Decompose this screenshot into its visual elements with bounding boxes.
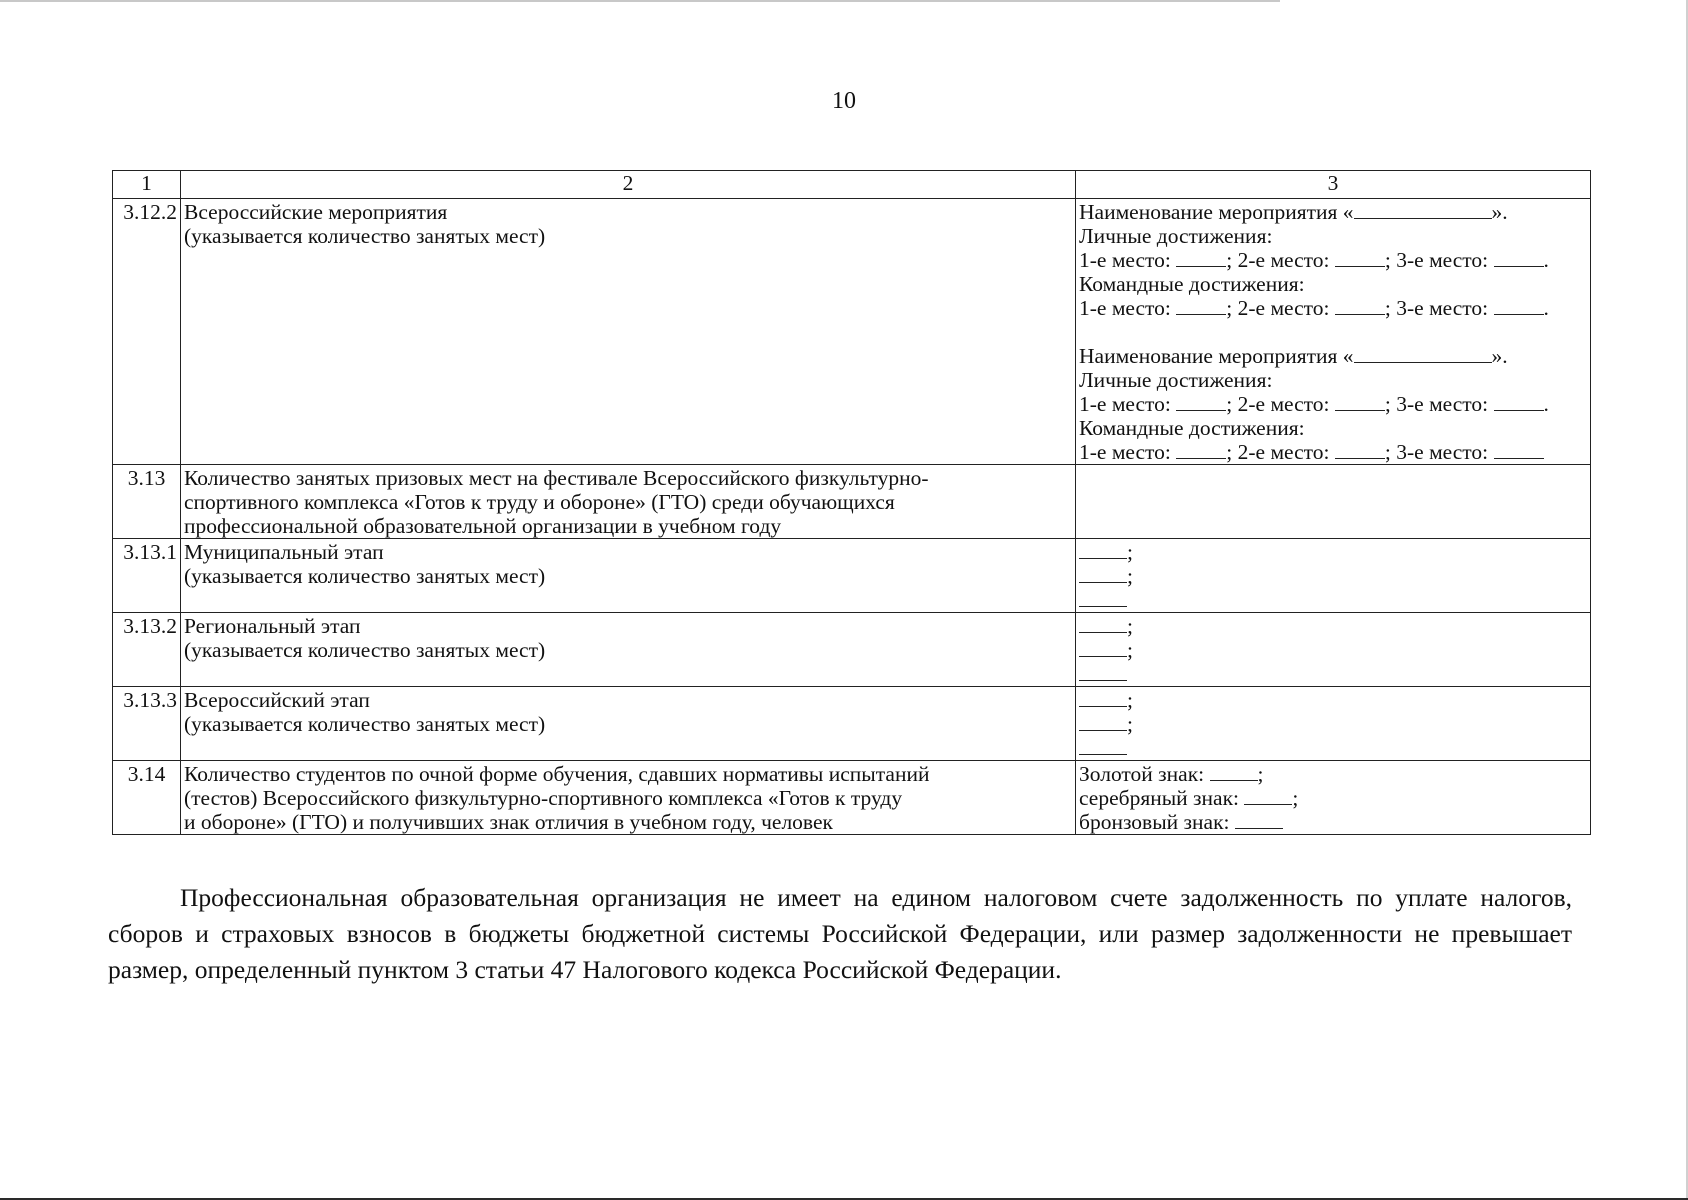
- semicolon: ;: [1127, 614, 1133, 638]
- place-3-label: ; 3-е место:: [1384, 248, 1494, 272]
- event-name-suffix: ».: [1491, 200, 1508, 224]
- bronze-badge-line: [1079, 810, 1587, 834]
- place-line: [1079, 688, 1587, 712]
- place-line: [1079, 614, 1587, 638]
- row-title: Всероссийский этап: [184, 688, 370, 712]
- place-2-label: ; 2-е место:: [1226, 296, 1335, 320]
- row-number: 3.13.1: [113, 539, 181, 613]
- place-1-blank[interactable]: [1079, 614, 1127, 633]
- spacer: [1079, 320, 1587, 344]
- row-text-line: и обороне» (ГТО) и получивших знак отличия в учебном году, человек: [184, 810, 833, 834]
- table-row-3-12-2: [113, 199, 1591, 465]
- place-2-blank[interactable]: [1079, 638, 1127, 657]
- row-number: 3.13.3: [113, 687, 181, 761]
- row-text-line: спортивного комплекса «Готов к труду и обороне» (ГТО) среди обучающихся: [184, 490, 895, 514]
- event-name-line: [1079, 200, 1587, 224]
- place-3-blank[interactable]: [1079, 662, 1127, 681]
- row-note: (указывается количество занятых мест): [184, 224, 546, 248]
- page-number: 10: [832, 88, 856, 114]
- row-number: 3.12.2: [113, 199, 181, 465]
- period: .: [1543, 296, 1549, 320]
- row-title: Всероссийские мероприятия: [184, 200, 448, 224]
- event-name-label: Наименование мероприятия «: [1079, 344, 1354, 368]
- gold-badge-line: [1079, 762, 1587, 786]
- personal-label: Личные достижения:: [1079, 224, 1273, 248]
- place-1-label: 1-е место:: [1079, 392, 1177, 416]
- place-line: [1079, 588, 1587, 612]
- row-value-cell: [1076, 761, 1591, 835]
- row-value-cell: [1076, 613, 1591, 687]
- row-value-cell: [1076, 199, 1591, 465]
- row-value-cell: [1076, 539, 1591, 613]
- place-2-label: ; 2-е место:: [1226, 392, 1335, 416]
- semicolon: ;: [1292, 786, 1299, 810]
- event-name-label: Наименование мероприятия «: [1079, 200, 1354, 224]
- team-label: Командные достижения:: [1079, 272, 1305, 296]
- gold-badge-blank[interactable]: [1210, 762, 1258, 781]
- table-header-row: [113, 171, 1591, 199]
- place-3-blank[interactable]: [1494, 392, 1544, 411]
- row-note: (указывается количество занятых мест): [184, 712, 546, 736]
- table-row-3-14: [113, 761, 1591, 835]
- place-3-blank[interactable]: [1079, 588, 1127, 607]
- semicolon: ;: [1127, 712, 1133, 736]
- place-3-label: ; 3-е место:: [1384, 392, 1494, 416]
- place-line: [1079, 540, 1587, 564]
- period: .: [1543, 392, 1549, 416]
- row-text-line: Количество студентов по очной форме обучения, сдавших нормативы испытаний: [184, 762, 930, 786]
- place-3-blank[interactable]: [1494, 440, 1544, 459]
- semicolon: ;: [1127, 540, 1133, 564]
- silver-badge-label: серебряный знак:: [1079, 786, 1245, 810]
- silver-badge-blank[interactable]: [1244, 786, 1292, 805]
- event-name-suffix: ».: [1491, 344, 1508, 368]
- place-2-blank[interactable]: [1079, 564, 1127, 583]
- event-name-blank[interactable]: [1354, 200, 1492, 219]
- place-2-blank[interactable]: [1335, 440, 1385, 459]
- personal-label: Личные достижения:: [1079, 368, 1273, 392]
- table-row-3-13-1: [113, 539, 1591, 613]
- place-line: [1079, 564, 1587, 588]
- bronze-badge-label: бронзовый знак:: [1079, 810, 1235, 834]
- bronze-badge-blank[interactable]: [1235, 810, 1283, 829]
- place-1-label: 1-е место:: [1079, 248, 1177, 272]
- row-title: Муниципальный этап: [184, 540, 384, 564]
- place-3-blank[interactable]: [1494, 248, 1544, 267]
- place-line: [1079, 712, 1587, 736]
- row-value-cell: [1076, 687, 1591, 761]
- row-description: [181, 465, 1076, 539]
- row-value-cell: [1076, 465, 1591, 539]
- row-text-line: (тестов) Всероссийского физкультурно-спортивного комплекса «Готов к труду: [184, 786, 903, 810]
- place-1-blank[interactable]: [1176, 248, 1226, 267]
- table-row-3-13-2: [113, 613, 1591, 687]
- place-1-blank[interactable]: [1176, 296, 1226, 315]
- place-2-blank[interactable]: [1079, 712, 1127, 731]
- table-row-3-13-3: [113, 687, 1591, 761]
- place-1-blank[interactable]: [1176, 392, 1226, 411]
- place-line: [1079, 662, 1587, 686]
- place-2-blank[interactable]: [1335, 296, 1385, 315]
- criteria-table: [112, 170, 1591, 835]
- team-label: Командные достижения:: [1079, 416, 1305, 440]
- row-text-line: Количество занятых призовых мест на фестивале Всероссийского физкультурно-: [184, 466, 929, 490]
- event-name-blank[interactable]: [1354, 344, 1492, 363]
- place-line: [1079, 638, 1587, 662]
- semicolon: ;: [1127, 688, 1133, 712]
- place-3-label: ; 3-е место:: [1384, 440, 1494, 464]
- period: .: [1543, 248, 1549, 272]
- place-1-label: 1-е место:: [1079, 440, 1177, 464]
- row-description: [181, 687, 1076, 761]
- row-note: (указывается количество занятых мест): [184, 638, 546, 662]
- table-row-3-13: [113, 465, 1591, 539]
- column-header-2: 2: [181, 171, 1076, 199]
- row-description: [181, 199, 1076, 465]
- place-2-label: ; 2-е место:: [1226, 440, 1335, 464]
- place-2-label: ; 2-е место:: [1226, 248, 1335, 272]
- row-number: 3.13.2: [113, 613, 181, 687]
- row-text-line: профессиональной образовательной организации в учебном году: [184, 514, 782, 538]
- row-number: 3.13: [113, 465, 181, 539]
- place-1-blank[interactable]: [1176, 440, 1226, 459]
- row-description: [181, 539, 1076, 613]
- place-1-blank[interactable]: [1079, 540, 1127, 559]
- place-3-blank[interactable]: [1494, 296, 1544, 315]
- place-1-label: 1-е место:: [1079, 296, 1177, 320]
- gold-badge-label: Золотой знак:: [1079, 762, 1210, 786]
- personal-places-line: [1079, 248, 1587, 272]
- row-description: [181, 613, 1076, 687]
- event-name-line: [1079, 344, 1587, 368]
- place-line: [1079, 736, 1587, 760]
- silver-badge-line: [1079, 786, 1587, 810]
- row-note: (указывается количество занятых мест): [184, 564, 546, 588]
- semicolon: ;: [1127, 638, 1133, 662]
- semicolon: ;: [1257, 762, 1264, 786]
- team-places-line: [1079, 440, 1587, 464]
- tax-debt-statement: Профессиональная образовательная организация не имеет на едином налоговом счете задолженность по уплате налогов, сборов и страховых взносов в бюджеты бюджетной системы Российской Федерации, или размер задолженности не превышает размер, определенный пунктом 3 статьи 47 Налогового кодекса Российской Федерации.: [108, 883, 1572, 984]
- team-places-line: [1079, 296, 1587, 320]
- top-edge-line: [0, 0, 1280, 2]
- row-title: Региональный этап: [184, 614, 361, 638]
- column-header-3: 3: [1076, 171, 1591, 199]
- place-3-blank[interactable]: [1079, 736, 1127, 755]
- row-description: [181, 761, 1076, 835]
- place-2-blank[interactable]: [1335, 392, 1385, 411]
- row-number: 3.14: [113, 761, 181, 835]
- semicolon: ;: [1127, 564, 1133, 588]
- column-header-1: 1: [113, 171, 181, 199]
- place-3-label: ; 3-е место:: [1384, 296, 1494, 320]
- place-1-blank[interactable]: [1079, 688, 1127, 707]
- place-2-blank[interactable]: [1335, 248, 1385, 267]
- personal-places-line: [1079, 392, 1587, 416]
